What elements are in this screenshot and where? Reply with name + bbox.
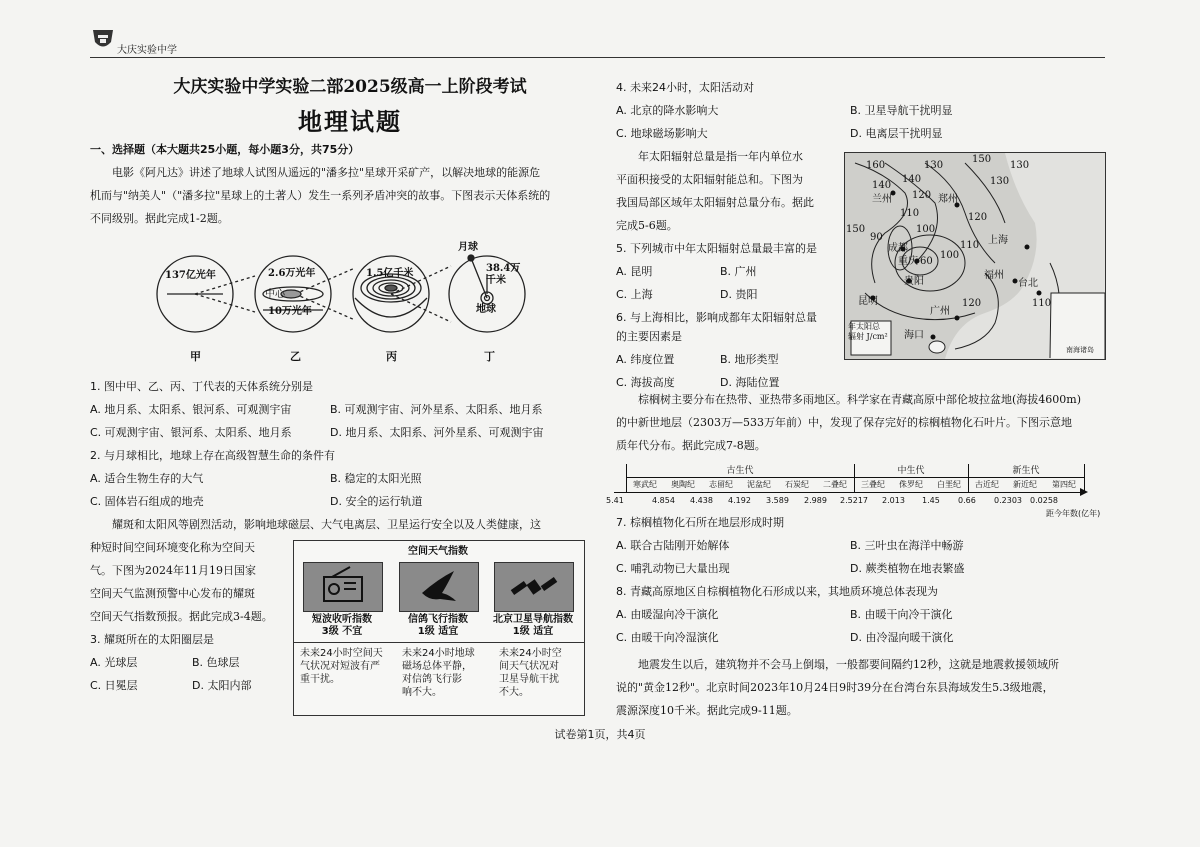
option-d: D. 贵阳: [720, 288, 758, 301]
option-a: A. 纬度位置: [616, 353, 675, 366]
age-label: 2.5217: [840, 496, 868, 505]
distance-bing: 1.5亿千米: [366, 268, 414, 279]
isoline-value: 110: [1032, 298, 1052, 309]
isoline-value: 120: [962, 298, 982, 309]
city-label: 昆明: [858, 296, 878, 307]
question-stem: 6. 与上海相比，影响成都年太阳辐射总量: [616, 311, 817, 324]
age-label: 1.45: [922, 496, 940, 505]
pigeon-icon: [399, 562, 479, 612]
legend-line: 辐射 J/cm²: [848, 332, 888, 341]
option-c: C. 哺乳动物已大量出现: [616, 562, 730, 575]
passage-line: 种短时间空间环境变化称为空间天: [90, 541, 255, 554]
school-name: 大庆实验中学: [117, 45, 177, 56]
inset-label: 南海诸岛: [1066, 346, 1094, 354]
period-label: 古近纪: [975, 480, 999, 489]
city-label: 郑州: [938, 194, 958, 205]
option-d: D. 太阳内部: [192, 679, 252, 692]
age-label: 0.2303: [994, 496, 1022, 505]
index-desc: 重干扰。: [300, 674, 340, 685]
isoline-value: 150: [972, 154, 992, 165]
passage-line: 震源深度10千米。据此完成9-11题。: [616, 704, 798, 717]
option-c: C. 由暖干向冷湿演化: [616, 631, 719, 644]
radio-icon: [303, 562, 383, 612]
passage-line: 说的"黄金12秒"。北京时间2023年10月24日9时39分在台湾台东县海域发生5.3级地震，: [616, 681, 1054, 694]
intro-line: 机而与"纳美人"（"潘多拉"星球上的土著人）发生一系列矛盾冲突的故事。下图表示天体系统的: [90, 189, 551, 202]
option-c: C. 上海: [616, 288, 653, 301]
passage-line: 年太阳辐射总量是指一年内单位水: [638, 150, 803, 163]
passage-line: 我国局部区域年太阳辐射总量分布。据此: [616, 196, 814, 209]
period-label: 寒武纪: [633, 480, 657, 489]
index-name: 北京卫星导航指数: [493, 614, 573, 625]
distance-jia: 137亿光年: [165, 270, 216, 281]
period-label: 新近纪: [1013, 480, 1037, 489]
question-stem: 4. 未来24小时，太阳活动对: [616, 81, 754, 94]
city-label: 贵阳: [904, 276, 924, 287]
option-c: C. 日冕层: [90, 679, 138, 692]
passage-line: 完成5-6题。: [616, 219, 678, 232]
question-stem: 5. 下列城市中年太阳辐射总量最丰富的是: [616, 242, 817, 255]
period-label: 石炭纪: [785, 480, 809, 489]
passage-line: 平面积接受的太阳辐射能总和。下图为: [616, 173, 803, 186]
header-rule: [90, 57, 1105, 58]
passage-line: 空间天气指数预报。据此完成3-4题。: [90, 610, 273, 623]
isoline-value: 90: [870, 232, 883, 243]
index-level: 3级 不宜: [321, 626, 363, 637]
age-label: 4.854: [652, 496, 675, 505]
option-a: A. 昆明: [616, 265, 653, 278]
isoline-value: 100: [940, 250, 960, 261]
distance-yi-bottom: 10万光年: [268, 306, 312, 317]
city-label: 兰州: [872, 194, 892, 205]
isoline-value: 110: [960, 240, 980, 251]
figure-label-yi: 乙: [290, 350, 301, 363]
period-label: 志留纪: [709, 480, 733, 489]
section-title: 一、选择题（本大题共25小题，每小题3分，共75分）: [90, 143, 360, 156]
index-level: 1级 适宜: [512, 626, 554, 637]
moon-label: 月球: [458, 242, 478, 253]
question-stem: 3. 耀斑所在的太阳圈层是: [90, 633, 214, 646]
galaxy-center-label: 中心: [265, 289, 285, 300]
passage-line: 棕榈树主要分布在热带、亚热带多雨地区。科学家在青藏高原中部伦坡拉盆地(海拔4600m): [638, 393, 1082, 406]
timeline-tick: [1084, 464, 1085, 492]
age-label: 0.0258: [1030, 496, 1058, 505]
option-b: B. 稳定的太阳光照: [330, 472, 422, 485]
era-divider: [626, 477, 1084, 478]
satellite-icon: [494, 562, 574, 612]
age-label: 4.438: [690, 496, 713, 505]
figure-label-bing: 丙: [386, 350, 397, 363]
option-b: B. 可观测宇宙、河外星系、太阳系、地月系: [330, 403, 543, 416]
option-b: B. 广州: [720, 265, 757, 278]
age-label: 2.013: [882, 496, 905, 505]
index-desc: 卫星导航干扰: [499, 674, 559, 685]
city-label: 重庆: [898, 256, 918, 267]
option-c: C. 海拔高度: [616, 376, 675, 389]
option-d: D. 电离层干扰明显: [850, 127, 943, 140]
city-label: 台北: [1018, 278, 1038, 289]
index-desc: 不大。: [499, 687, 529, 698]
period-label: 白垩纪: [937, 480, 961, 489]
era-label: 新生代: [1012, 466, 1040, 476]
age-label: 3.589: [766, 496, 789, 505]
distance-yi-top: 2.6万光年: [268, 268, 316, 279]
index-name: 信鸽飞行指数: [408, 614, 468, 625]
timeline-axis: [614, 492, 1084, 493]
legend-line: 年太阳总: [848, 322, 880, 331]
page-footer: 试卷第1页，共4页: [554, 728, 646, 741]
isoline-value: 160: [866, 160, 886, 171]
question-stem: 的主要因素是: [616, 330, 682, 343]
option-b: B. 三叶虫在海洋中畅游: [850, 539, 964, 552]
index-name: 短波收听指数: [312, 614, 372, 625]
option-b: B. 由暖干向冷干演化: [850, 608, 953, 621]
isoline-value: 140: [872, 180, 892, 191]
celestial-systems-figure: [155, 236, 555, 366]
isoline-value: 130: [990, 176, 1010, 187]
option-d: D. 海陆位置: [720, 376, 780, 389]
isoline-value: 120: [968, 212, 988, 223]
option-a: A. 光球层: [90, 656, 138, 669]
period-label: 侏罗纪: [899, 480, 923, 489]
space-weather-title: 空间天气指数: [408, 546, 468, 557]
panel-divider: [293, 642, 584, 643]
geologic-timeline: [606, 464, 1104, 518]
index-desc: 响不大。: [402, 687, 442, 698]
city-label: 福州: [984, 270, 1004, 281]
passage-line: 的中新世地层（2303万—533万年前）中，发现了保存完好的棕榈植物化石叶片。下图示意地: [616, 416, 1072, 429]
city-label: 海口: [904, 330, 924, 341]
city-label: 广州: [930, 306, 950, 317]
earth-label: 地球: [476, 304, 496, 315]
index-desc: 间天气状况对: [499, 661, 559, 672]
intro-line: 不同级别。据此完成1-2题。: [90, 212, 229, 225]
isoline-value: 130: [924, 160, 944, 171]
period-label: 奥陶纪: [671, 480, 695, 489]
index-desc: 气状况对短波有严: [300, 661, 380, 672]
isoline-value: 120: [912, 190, 932, 201]
exam-title: 大庆实验中学实验二部2025级高一上阶段考试: [173, 77, 527, 97]
option-d: D. 由冷湿向暖干演化: [850, 631, 954, 644]
option-d: D. 蕨类植物在地表繁盛: [850, 562, 965, 575]
isoline-value: 130: [1010, 160, 1030, 171]
index-level: 1级 适宜: [417, 626, 459, 637]
index-desc: 未来24小时空: [499, 648, 562, 659]
period-label: 泥盆纪: [747, 480, 771, 489]
period-label: 三叠纪: [861, 480, 885, 489]
exam-subject: 地理试题: [298, 107, 402, 136]
figure-label-jia: 甲: [190, 350, 201, 363]
option-c: C. 可观测宇宙、银河系、太阳系、地月系: [90, 426, 292, 439]
option-b: B. 地形类型: [720, 353, 779, 366]
passage-line: 耀斑和太阳风等剧烈活动，影响地球磁层、大气电离层、卫星运行安全以及人类健康，这: [112, 518, 541, 531]
index-desc: 未来24小时地球: [402, 648, 475, 659]
isoline-value: 150: [846, 224, 866, 235]
index-desc: 磁场总体平静，: [402, 661, 472, 672]
isoline-value: 110: [900, 208, 920, 219]
option-c: C. 地球磁场影响大: [616, 127, 708, 140]
option-d: D. 安全的运行轨道: [330, 495, 423, 508]
age-label: 0.66: [958, 496, 976, 505]
age-label: 4.192: [728, 496, 751, 505]
period-label: 第四纪: [1052, 480, 1076, 489]
index-desc: 未来24小时空间天: [300, 648, 383, 659]
city-label: 成都: [888, 243, 908, 254]
map-legend-label: [848, 322, 888, 342]
option-a: A. 由暖湿向冷干演化: [616, 608, 719, 621]
passage-line: 地震发生以后，建筑物并不会马上倒塌，一般都要间隔约12秒，这就是地震救援领域所: [638, 658, 1059, 671]
option-d: D. 地月系、太阳系、河外星系、可观测宇宙: [330, 426, 544, 439]
isoline-value: 100: [916, 224, 936, 235]
city-label: 上海: [988, 235, 1008, 246]
option-c: C. 固体岩石组成的地壳: [90, 495, 204, 508]
age-label: 2.989: [804, 496, 827, 505]
isoline-value: 60: [920, 256, 933, 267]
period-label: 二叠纪: [823, 480, 847, 489]
era-label: 古生代: [726, 466, 754, 476]
question-stem: 2. 与月球相比，地球上存在高级智慧生命的条件有: [90, 449, 335, 462]
option-b: B. 色球层: [192, 656, 240, 669]
figure-label-ding: 丁: [484, 350, 495, 363]
option-a: A. 地月系、太阳系、银河系、可观测宇宙: [90, 403, 292, 416]
question-stem: 1. 图中甲、乙、丙、丁代表的天体系统分别是: [90, 380, 313, 393]
age-label: 5.41: [606, 496, 624, 505]
passage-line: 空间天气监测预警中心发布的耀斑: [90, 587, 255, 600]
axis-unit-label: 距今年数(亿年): [1046, 509, 1101, 518]
school-logo: [90, 26, 116, 52]
option-a: A. 联合古陆刚开始解体: [616, 539, 730, 552]
era-label: 中生代: [897, 466, 925, 476]
intro-line: 电影《阿凡达》讲述了地球人试图从遥远的"潘多拉"星球开采矿产，以解决地球的能源危: [112, 166, 541, 179]
distance-ding: 38.4万千米: [486, 263, 521, 286]
option-b: B. 卫星导航干扰明显: [850, 104, 953, 117]
question-stem: 7. 棕榈植物化石所在地层形成时期: [616, 516, 784, 529]
option-a: A. 适合生物生存的大气: [90, 472, 204, 485]
isoline-value: 140: [902, 174, 922, 185]
option-a: A. 北京的降水影响大: [616, 104, 719, 117]
question-stem: 8. 青藏高原地区自棕榈植物化石形成以来，其地质环境总体表现为: [616, 585, 938, 598]
index-desc: 对信鸽飞行影: [402, 674, 462, 685]
passage-line: 质年代分布。据此完成7-8题。: [616, 439, 766, 452]
passage-line: 气。下图为2024年11月19日国家: [90, 564, 256, 577]
